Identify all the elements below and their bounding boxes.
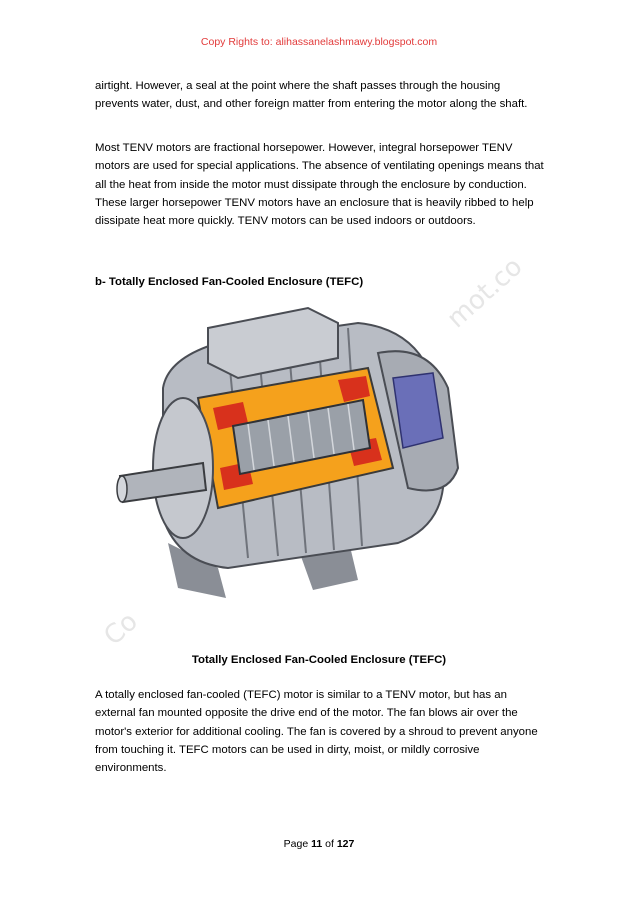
- page-footer: [0, 838, 638, 850]
- watermark-top: mot.co: [441, 251, 529, 335]
- tefc-motor-illustration: [108, 298, 468, 598]
- paragraph-tefc: A totally enclosed fan-cooled (TEFC) motor is similar to a TENV motor, but has an external fan mounted opposite the drive end of the motor. The fan blows air over the motor's exterior for additional cooling. The fan is covered by a shroud to prevent anyone from touching it. TEFC motors can be used in dirty, moist, or mildly corrosive environments.: [95, 689, 538, 775]
- of-word: of: [325, 838, 334, 850]
- watermark-bottom: Co: [98, 606, 144, 652]
- page-word: Page: [283, 838, 309, 850]
- section-heading: b- Totally Enclosed Fan-Cooled Enclosure (TEFC): [95, 276, 364, 288]
- copyright-header: Copy Rights to: alihassanelashmawy.blogspot.com: [200, 36, 438, 48]
- total-pages: 127: [336, 838, 355, 850]
- shaft-end: [117, 476, 127, 502]
- page-number: 11: [311, 838, 323, 850]
- paragraph-tenv: Most TENV motors are fractional horsepower. However, integral horsepower TENV motors are used for special applications. The absence of ventilating openings means that all the heat from inside the motor must dissipate through the enclosure by conduction. These larger horsepower TENV motors have an enclosure that is heavily ribbed to help dissipate heat more quickly. TENV motors can be used indoors or outdoors.: [95, 142, 544, 228]
- paragraph-airtight: airtight. However, a seal at the point where the shaft passes through the housing prevents water, dust, and other foreign matter from entering the motor along the shaft.: [95, 80, 528, 111]
- figure-caption: Totally Enclosed Fan-Cooled Enclosure (TEFC): [191, 654, 447, 666]
